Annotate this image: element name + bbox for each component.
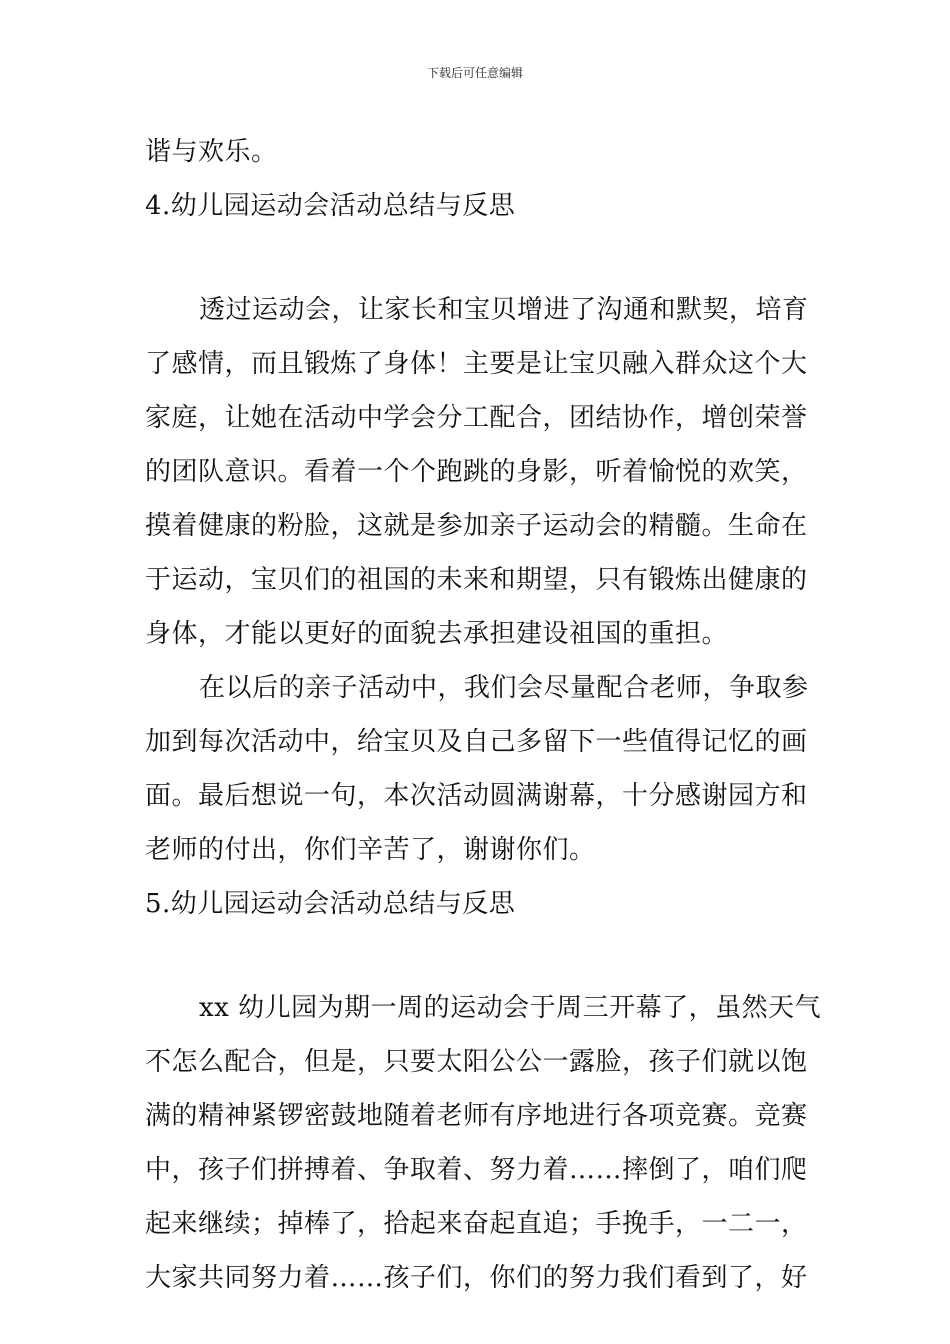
section-heading: 4.幼儿园运动会活动总结与反思 — [145, 191, 516, 221]
paragraph-line: 起来继续；掉棒了，拾起来奋起直追；手挽手，一二一， — [145, 1209, 808, 1239]
paragraph-line: 家庭，让她在活动中学会分工配合，团结协作，增创荣誉 — [145, 403, 808, 433]
paragraph-line: 中，孩子们拼搏着、争取着、努力着……摔倒了，咱们爬 — [145, 1155, 808, 1185]
blank-gap — [145, 233, 809, 283]
paragraph-line: 摸着健康的粉脸，这就是参加亲子运动会的精髓。生命在 — [145, 511, 808, 541]
paragraph-line: 面。最后想说一句，本次活动圆满谢幕，十分感谢园方和 — [145, 781, 808, 811]
document-body — [145, 125, 822, 1305]
paragraph-line: 满的精神紧锣密鼓地随着老师有序地进行各项竞赛。竞赛 — [145, 1101, 808, 1131]
paragraph-line: 在以后的亲子活动中，我们会尽量配合老师，争取参 — [199, 673, 809, 703]
page-header: 下载后可任意编辑 — [426, 66, 523, 80]
paragraph-line: xx 幼儿园为期一周的运动会于周三开幕了，虽然天气 — [199, 993, 822, 1023]
paragraph-line: 于运动，宝贝们的祖国的未来和期望，只有锻炼出健康的 — [145, 565, 808, 595]
paragraph-line: 了感情，而且锻炼了身体！主要是让宝贝融入群众这个大 — [145, 349, 808, 379]
paragraph-line: 的团队意识。看着一个个跑跳的身影，听着愉悦的欢笑， — [145, 457, 808, 487]
paragraph-line: 谐与欢乐。 — [145, 137, 278, 167]
paragraph-line: 老师的付出，你们辛苦了，谢谢你们。 — [145, 835, 596, 865]
section-heading: 5.幼儿园运动会活动总结与反思 — [145, 889, 516, 919]
paragraph-line: 不怎么配合，但是，只要太阳公公一露脸，孩子们就以饱 — [145, 1047, 808, 1077]
paragraph-line: 身体，才能以更好的面貌去承担建设祖国的重担。 — [145, 619, 729, 649]
paragraph-line: 透过运动会，让家长和宝贝增进了沟通和默契，培育 — [199, 295, 809, 325]
blank-gap — [145, 931, 809, 981]
paragraph-line: 加到每次活动中，给宝贝及自己多留下一些值得记忆的画 — [145, 727, 808, 757]
paragraph-line: 大家共同努力着……孩子们，你们的努力我们看到了，好 — [145, 1263, 808, 1293]
